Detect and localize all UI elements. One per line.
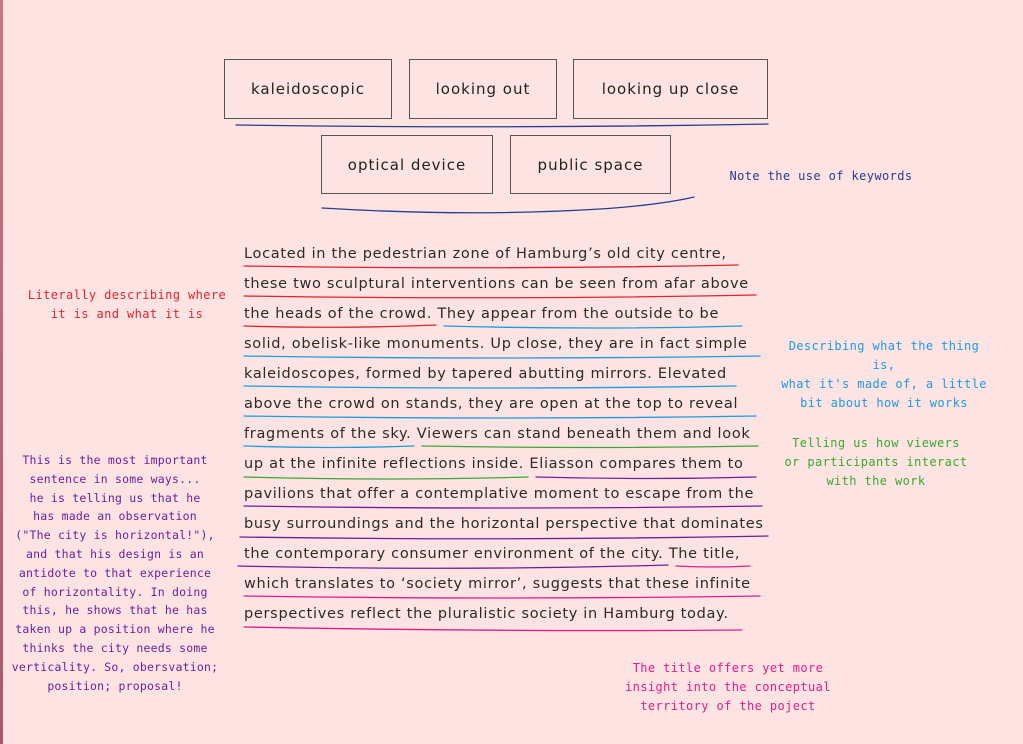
- paragraph-line: perspectives reflect the pluralistic society in Hamburg today.: [244, 606, 729, 622]
- keyword-box-optical-device: [321, 135, 493, 194]
- note-line: sentence in some ways...: [29, 471, 201, 486]
- keyword-label: looking up close: [601, 80, 740, 98]
- paragraph-line: these two sculptural interventions can be seen from afar above: [244, 276, 749, 292]
- note-line: and that his design is an: [25, 546, 205, 561]
- keyword-label: kaleidoscopic: [250, 80, 366, 98]
- note-line: ("The city is horizontal!"),: [15, 528, 215, 543]
- note-line: thinks the city needs some: [22, 640, 208, 655]
- keywords-note: Note the use of keywords: [729, 169, 913, 183]
- paragraph-line: solid, obelisk-like monuments. Up close, they are in fact simple: [244, 336, 748, 352]
- note-line: what it's made of, a little: [781, 377, 987, 391]
- keywords-row1-underline: [236, 124, 768, 127]
- paragraph-line: above the crowd on stands, they are open at the top to reveal: [244, 396, 739, 412]
- note-line: insight into the conceptual: [625, 680, 831, 694]
- keyword-box-looking-out: [409, 59, 557, 119]
- note-line: this, he shows that he has: [22, 603, 208, 618]
- paragraph-line: pavilions that offer a contemplative moment to escape from the: [244, 486, 755, 502]
- note-line: bit about how it works: [800, 396, 968, 410]
- note-line: it is and what it is: [50, 307, 204, 321]
- paragraph-line: the contemporary consumer environment of the city. The title,: [244, 546, 741, 562]
- note-line: with the work: [826, 474, 926, 488]
- location-note: [22, 286, 232, 324]
- note-line: or participants interact: [784, 455, 968, 469]
- note-line: Telling us how viewers: [792, 436, 960, 450]
- keyword-label: public space: [537, 155, 644, 174]
- keyword-box-looking-up-close: [573, 59, 768, 119]
- note-line: position; proposal!: [47, 678, 183, 693]
- note-line: verticality. So, obersvation;: [11, 659, 219, 674]
- paragraph-line: kaleidoscopes, formed by tapered abutting mirrors. Elevated: [244, 366, 727, 382]
- note-line: Literally describing where: [27, 288, 227, 302]
- important-note: [4, 451, 226, 695]
- paragraph-line: fragments of the sky. Viewers can stand beneath them and look: [244, 426, 751, 442]
- left-edge-strip: [0, 0, 3, 744]
- paragraph-line: Located in the pedestrian zone of Hamburg’s old city centre,: [244, 246, 727, 262]
- note-line: of horizontality. In doing: [22, 584, 208, 599]
- note-line: has made an observation: [33, 509, 197, 524]
- note-line: territory of the poject: [640, 699, 816, 713]
- viewers-note: [776, 434, 976, 491]
- title-note: [618, 659, 838, 716]
- note-line: Describing what the thing is,: [788, 339, 980, 372]
- note-line: The title offers yet more: [632, 661, 824, 675]
- keywords-row2-underline: [322, 197, 694, 213]
- paragraph-line: which translates to ‘society mirror’, suggests that these infinite: [244, 576, 751, 592]
- note-line: This is the most important: [22, 453, 208, 467]
- note-line: he is telling us that he: [29, 490, 201, 505]
- paragraph-line: the heads of the crowd. They appear from the outside to be: [244, 306, 720, 322]
- note-line: antidote to that experience: [18, 565, 212, 580]
- paragraph-line: up at the infinite reflections inside. Eliasson compares them to: [244, 456, 744, 472]
- paragraph-line: busy surroundings and the horizontal perspective that dominates: [244, 516, 764, 532]
- keyword-label: looking out: [435, 80, 531, 98]
- describing-note: [776, 337, 992, 413]
- note-line: taken up a position where he: [15, 622, 215, 637]
- keyword-box-kaleidoscopic: [224, 59, 392, 119]
- keyword-box-public-space: [510, 135, 671, 194]
- keyword-label: optical device: [347, 155, 467, 174]
